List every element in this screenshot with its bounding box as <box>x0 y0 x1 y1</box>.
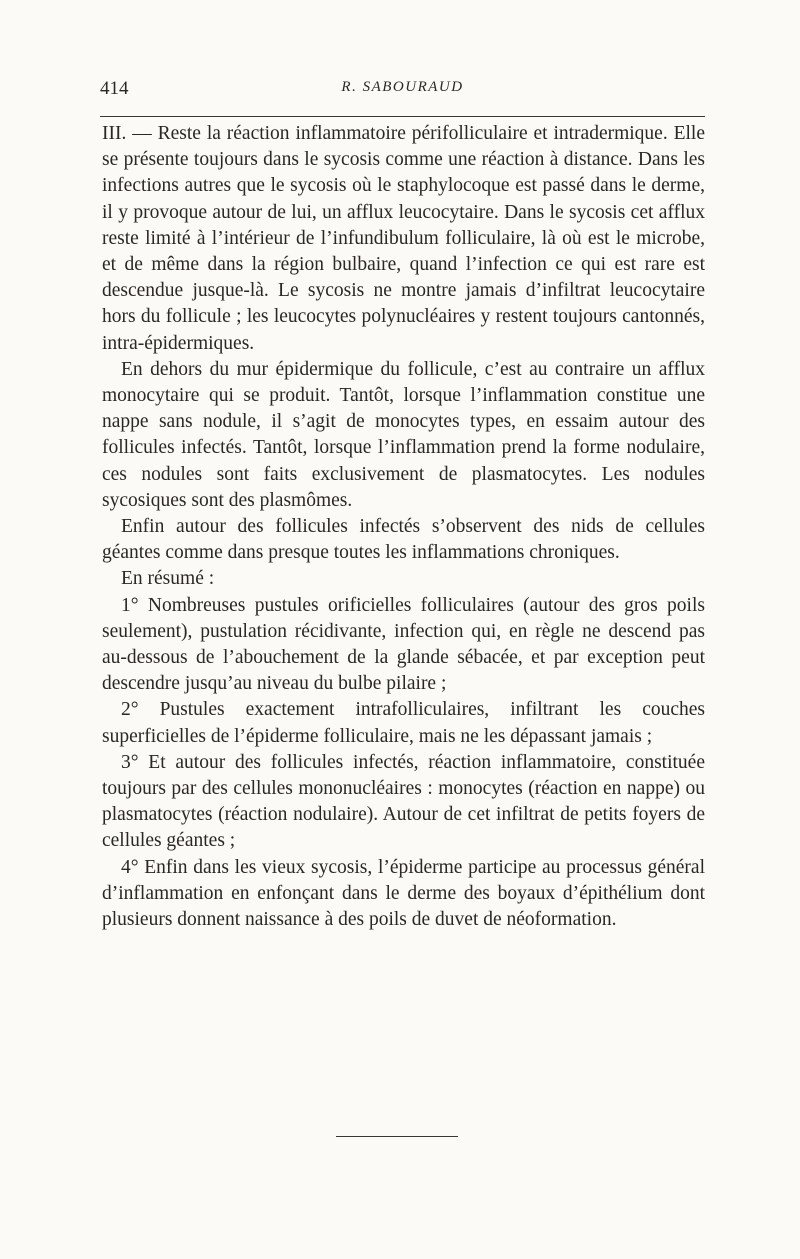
body-text <box>102 121 705 933</box>
list-item: 4° Enfin dans les vieux sycosis, l’épiderme participe au processus général d’inflammation en enfonçant dans le derme des boyaux d’épithélium dont plusieurs donnent naissance à des poils de duvet de néoformation. <box>102 856 705 931</box>
section-end-rule <box>336 1136 458 1137</box>
list-item: 3° Et autour des follicules infectés, réaction inflammatoire, constituée toujours par des cellules mononucléaires : monocytes (réaction en nappe) ou plasmatocytes (réaction nodulaire). Autour de cet infiltrat de petits foyers de cellules géantes ; <box>102 751 705 852</box>
list-item: 1° Nombreuses pustules orificielles folliculaires (autour des gros poils seulement), pustulation récidivante, infection qui, en règle ne descend pas au-dessous de l’abouchement de la glande sébacée, et par exception peut descendre jusqu’au niveau du bulbe pilaire ; <box>102 594 705 695</box>
page-number: 414 <box>100 78 129 99</box>
paragraph: III. — Reste la réaction inflammatoire périfolliculaire et intradermique. Elle se présente toujours dans le sycosis comme une réaction à distance. Dans les infections autres que le sycosis où le staphylocoque est passé dans le derme, il y provoque autour de lui, un afflux leucocytaire. Dans le sycosis cet afflux reste limité à l’intérieur de l’infundibulum folliculaire, là où est le microbe, et de même dans la région bulbaire, quand l’infection ce qui est rare est descendue jusque-là. Le sycosis ne montre jamais d’infiltrat leucocytaire hors du follicule ; les leucocytes polynucléaires y restent toujours cantonnés, intra-épidermiques. <box>102 123 705 354</box>
paragraph: Enfin autour des follicules infectés s’observent des nids de cellules géantes comme dans presque toutes les inflammations chroniques. <box>102 516 705 564</box>
paragraph: En dehors du mur épidermique du follicule, c’est au contraire un afflux monocytaire qui se produit. Tantôt, lorsque l’inflammation constitue une nappe sans nodule, il s’agit de monocytes types, en essaim autour des follicules infectés. Tantôt, lorsque l’inflammation prend la forme nodulaire, ces nodules sont faits exclusivement de plasmatocytes. Les nodules sycosiques sont des plasmômes. <box>102 358 705 511</box>
header-rule <box>100 116 705 117</box>
page-header <box>100 78 705 102</box>
running-title: R. SABOURAUD <box>341 79 464 95</box>
list-item: 2° Pustules exactement intrafolliculaires, infiltrant les couches superficielles de l’épiderme folliculaire, mais ne les dépassant jamais ; <box>102 699 705 747</box>
paragraph: En résumé : <box>121 568 215 590</box>
